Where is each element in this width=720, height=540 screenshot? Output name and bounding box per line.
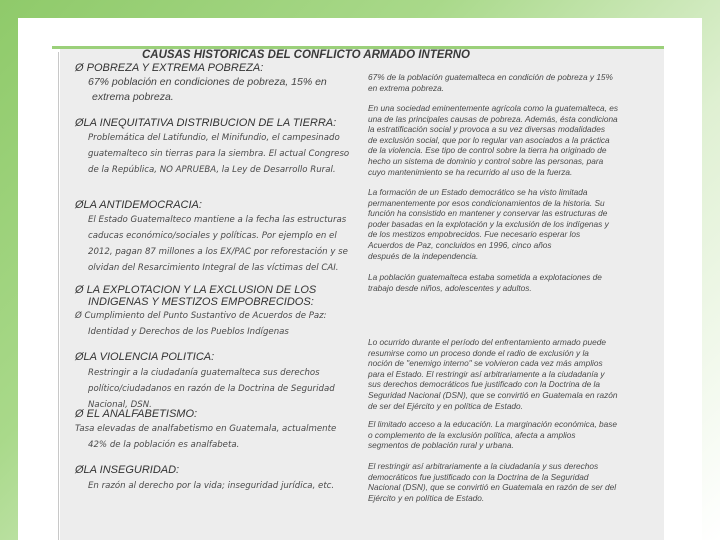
text-tierra-3: de la República, NO APRUEBA, la Ley de Desarrollo Rural. — [88, 165, 336, 175]
right-paragraph-analfabetismo — [368, 419, 660, 451]
text-antidem-4: olvidan del Resarcimiento Integral de las víctimas del CAI. — [88, 263, 339, 273]
text-violencia-2: político/ciudadanos en razón de la Doctrina de Seguridad — [88, 384, 335, 394]
right-paragraph-antidemocracia — [368, 187, 660, 261]
line: La población guatemalteca estaba sometida a explotaciones de — [368, 272, 602, 282]
line: de la violencia. Ese tipo de control sobre la tierra ha originado de — [368, 145, 607, 156]
line: sus derechos democráticos fue justificado con la Doctrina de la — [368, 379, 600, 390]
right-paragraph-pobreza — [368, 72, 660, 93]
line: Seguridad Nacional (DSN), que se convirtió en Guatemala en razón — [368, 389, 618, 400]
line: segmentos de población rural y urbana. — [368, 440, 514, 451]
line: trabajo desde niños, adolescentes y adultos. — [368, 282, 532, 293]
line: cuyo mantenimiento se ha recurrido al uso de la fuerza. — [368, 166, 573, 177]
line: El restringir así arbitrariamente a la ciudadanía y sus derechos — [368, 461, 599, 471]
text-cumplimiento-1: Ø Cumplimiento del Punto Sustantivo de Acuerdos de Paz: — [75, 311, 327, 321]
line: una de las principales causas de pobreza. Además, ésta condiciona — [368, 113, 618, 124]
line: después de la independencia. — [368, 250, 479, 261]
heading-violencia: ØLA VIOLENCIA POLITICA: — [75, 351, 215, 363]
line: poder basadas en la explotación y la exclusión de los indígenas y — [368, 218, 609, 229]
heading-tierra: ØLA INEQUITATIVA DISTRIBUCION DE LA TIERRA: — [75, 117, 337, 129]
line: resumirse como un proceso donde el radio de exclusión y la — [368, 347, 589, 358]
right-paragraph-violencia — [368, 337, 660, 411]
text-pobreza-2: extrema pobreza. — [92, 91, 174, 103]
line: El limitado acceso a la educación. La marginación económica, base — [368, 419, 618, 429]
line: Lo ocurrido durante el período del enfrentamiento armado puede — [368, 337, 607, 347]
slide-title: CAUSAS HISTORICAS DEL CONFLICTO ARMADO INTERNO — [142, 49, 470, 61]
heading-explotacion-2: INDIGENAS Y MESTIZOS EMPOBRECIDOS: — [88, 296, 314, 308]
line: de los mestizos empobrecidos. Fue necesario esperar los — [368, 229, 581, 240]
heading-inseguridad: ØLA INSEGURIDAD: — [75, 464, 180, 476]
right-paragraph-tierra — [368, 103, 660, 177]
line: Acuerdos de Paz, concluidos en 1996, cinco años — [368, 239, 552, 250]
heading-pobreza: Ø POBREZA Y EXTREMA POBREZA: — [75, 62, 264, 74]
line: en extrema pobreza. — [368, 82, 445, 93]
text-pobreza-1: 67% población en condiciones de pobreza, 15% en — [88, 76, 327, 88]
text-violencia-3: Nacional, DSN. — [88, 400, 152, 410]
line: de exclusión social, que por lo regular van asociados a la práctica — [368, 134, 610, 145]
line: para el Estado. El restringir así arbitrariamente a la ciudadanía y — [368, 368, 605, 379]
right-paragraph-explotacion — [368, 272, 660, 293]
text-antidem-2: caducas económico/sociales y políticas. Por ejemplo en el — [88, 231, 337, 241]
text-antidem-1: El Estado Guatemalteco mantiene a la fecha las estructuras — [88, 215, 347, 225]
heading-antidemocracia: ØLA ANTIDEMOCRACIA: — [75, 199, 202, 211]
text-tierra-1: Problemática del Latifundio, el Minifundio, el campesinado — [88, 133, 340, 143]
text-tierra-2: guatemalteco sin tierras para la siembra. El actual Congreso — [88, 149, 350, 159]
text-inseguridad-1: En razón al derecho por la vida; inseguridad jurídica, etc. — [88, 481, 335, 491]
text-cumplimiento-2: Identidad y Derechos de los Pueblos Indígenas — [88, 327, 289, 337]
line: Ejército y en política de Estado. — [368, 492, 485, 503]
line: o complemento de la exclusión política, afecta a amplios — [368, 429, 576, 440]
text-analf-2: 42% de la población es analfabeta. — [88, 440, 240, 450]
text-violencia-1: Restringir a la ciudadanía guatemalteca sus derechos — [88, 368, 320, 378]
line: Nacional (DSN), que se convirtió en Guatemala en razón de ser del — [368, 482, 617, 493]
line: de ser del Ejército y en política de Estado. — [368, 400, 523, 411]
line: hecho un sistema de dominio y control sobre las personas, para — [368, 155, 604, 166]
line: 67% de la población guatemalteca en condición de pobreza y 15% — [368, 72, 613, 82]
text-antidem-3: 2012, pagan 87 millones a los EX/PAC por reforestación y se — [88, 247, 348, 257]
line: democráticos fue justificado con la Doctrina de la Seguridad — [368, 471, 589, 482]
text-analf-1: Tasa elevadas de analfabetismo en Guatemala, actualmente — [75, 424, 337, 434]
heading-explotacion-1: Ø LA EXPLOTACION Y LA EXCLUSION DE LOS — [75, 284, 317, 296]
line: la estratificación social y provoca a su vez diversas modalidades — [368, 124, 606, 135]
line: noción de "enemigo interno" se volvieron cada vez más amplios — [368, 358, 603, 369]
right-paragraph-inseguridad — [368, 461, 660, 503]
line: permanentemente por esos condicionamientos de la historia. Su — [368, 197, 605, 208]
line: En una sociedad eminentemente agrícola como la guatemalteca, es — [368, 103, 618, 113]
line: función ha consistido en mantener y conservar las estructuras de — [368, 208, 608, 219]
line: La formación de un Estado democrático se ha visto limitada — [368, 187, 588, 197]
heading-analfabetismo: Ø EL ANALFABETISMO: — [75, 408, 198, 420]
left-divider-line — [58, 52, 59, 540]
